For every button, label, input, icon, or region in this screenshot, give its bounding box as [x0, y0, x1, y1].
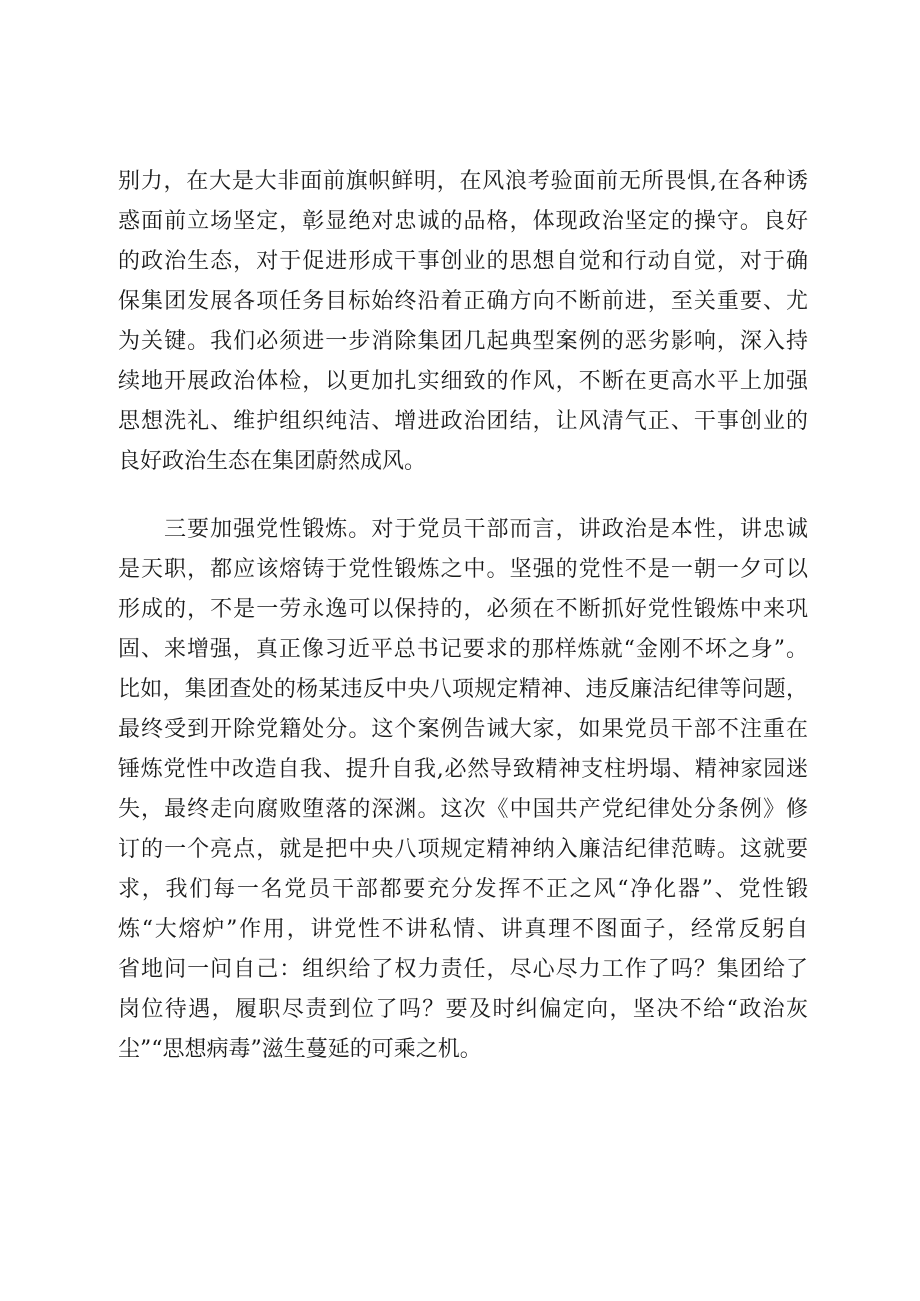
- text-line: 为关键。我们必须进一步消除集团几起典型案例的恶劣影响，深入持: [118, 329, 808, 354]
- text-line-first-indented: 三要加强党性锻炼。对于党员干部而言，讲政治是本性，讲忠诚: [164, 517, 808, 542]
- text-line: 锤炼党性中改造自我、提升自我,必然导致精神支柱坍塌、精神家园迷: [118, 757, 808, 782]
- text-line-last: 良好政治生态在集团蔚然成风。: [118, 449, 427, 474]
- text-line: 岗位待遇，履职尽责到位了吗？要及时纠偏定向，坚决不给“政治灰: [118, 997, 808, 1022]
- text-line-last: 尘”“思想病毒”滋生蔓延的可乘之机。: [118, 1037, 482, 1062]
- text-line: 思想洗礼、维护组织纯洁、增进政治团结，让风清气正、干事创业的: [118, 409, 808, 434]
- text-line: 是天职，都应该熔铸于党性锻炼之中。坚强的党性不是一朝一夕可以: [118, 557, 808, 582]
- text-line: 失，最终走向腐败堕落的深渊。这次《中国共产党纪律处分条例》修: [118, 797, 808, 822]
- text-line: 求，我们每一名党员干部都要充分发挥不正之风“净化器”、党性锻: [118, 877, 808, 902]
- text-line: 续地开展政治体检，以更加扎实细致的作风，不断在更高水平上加强: [118, 369, 808, 394]
- text-line: 比如，集团查处的杨某违反中央八项规定精神、违反廉洁纪律等问题，: [118, 677, 808, 702]
- text-line: 别力，在大是大非面前旗帜鲜明，在风浪考验面前无所畏惧,在各种诱: [118, 169, 808, 194]
- text-line: 最终受到开除党籍处分。这个案例告诫大家，如果党员干部不注重在: [118, 717, 808, 742]
- text-line: 的政治生态，对于促进形成干事创业的思想自觉和行动自觉，对于确: [118, 249, 808, 274]
- paragraph-party-spirit: [118, 510, 808, 1070]
- text-line: 固、来增强，真正像习近平总书记要求的那样炼就“金刚不坏之身”。: [118, 637, 808, 662]
- text-line: 炼“大熔炉”作用，讲党性不讲私情、讲真理不图面子，经常反躬自: [118, 917, 808, 942]
- paragraph-political-ecology: [118, 162, 808, 482]
- text-line: 省地问一问自己：组织给了权力责任，尽心尽力工作了吗？集团给了: [118, 957, 808, 982]
- text-line: 惑面前立场坚定，彰显绝对忠诚的品格，体现政治坚定的操守。良好: [118, 209, 808, 234]
- text-line: 保集团发展各项任务目标始终沿着正确方向不断前进，至关重要、尤: [118, 289, 808, 314]
- text-line: 订的一个亮点，就是把中央八项规定精神纳入廉洁纪律范畴。这就要: [118, 837, 808, 862]
- text-line: 形成的，不是一劳永逸可以保持的，必须在不断抓好党性锻炼中来巩: [118, 597, 808, 622]
